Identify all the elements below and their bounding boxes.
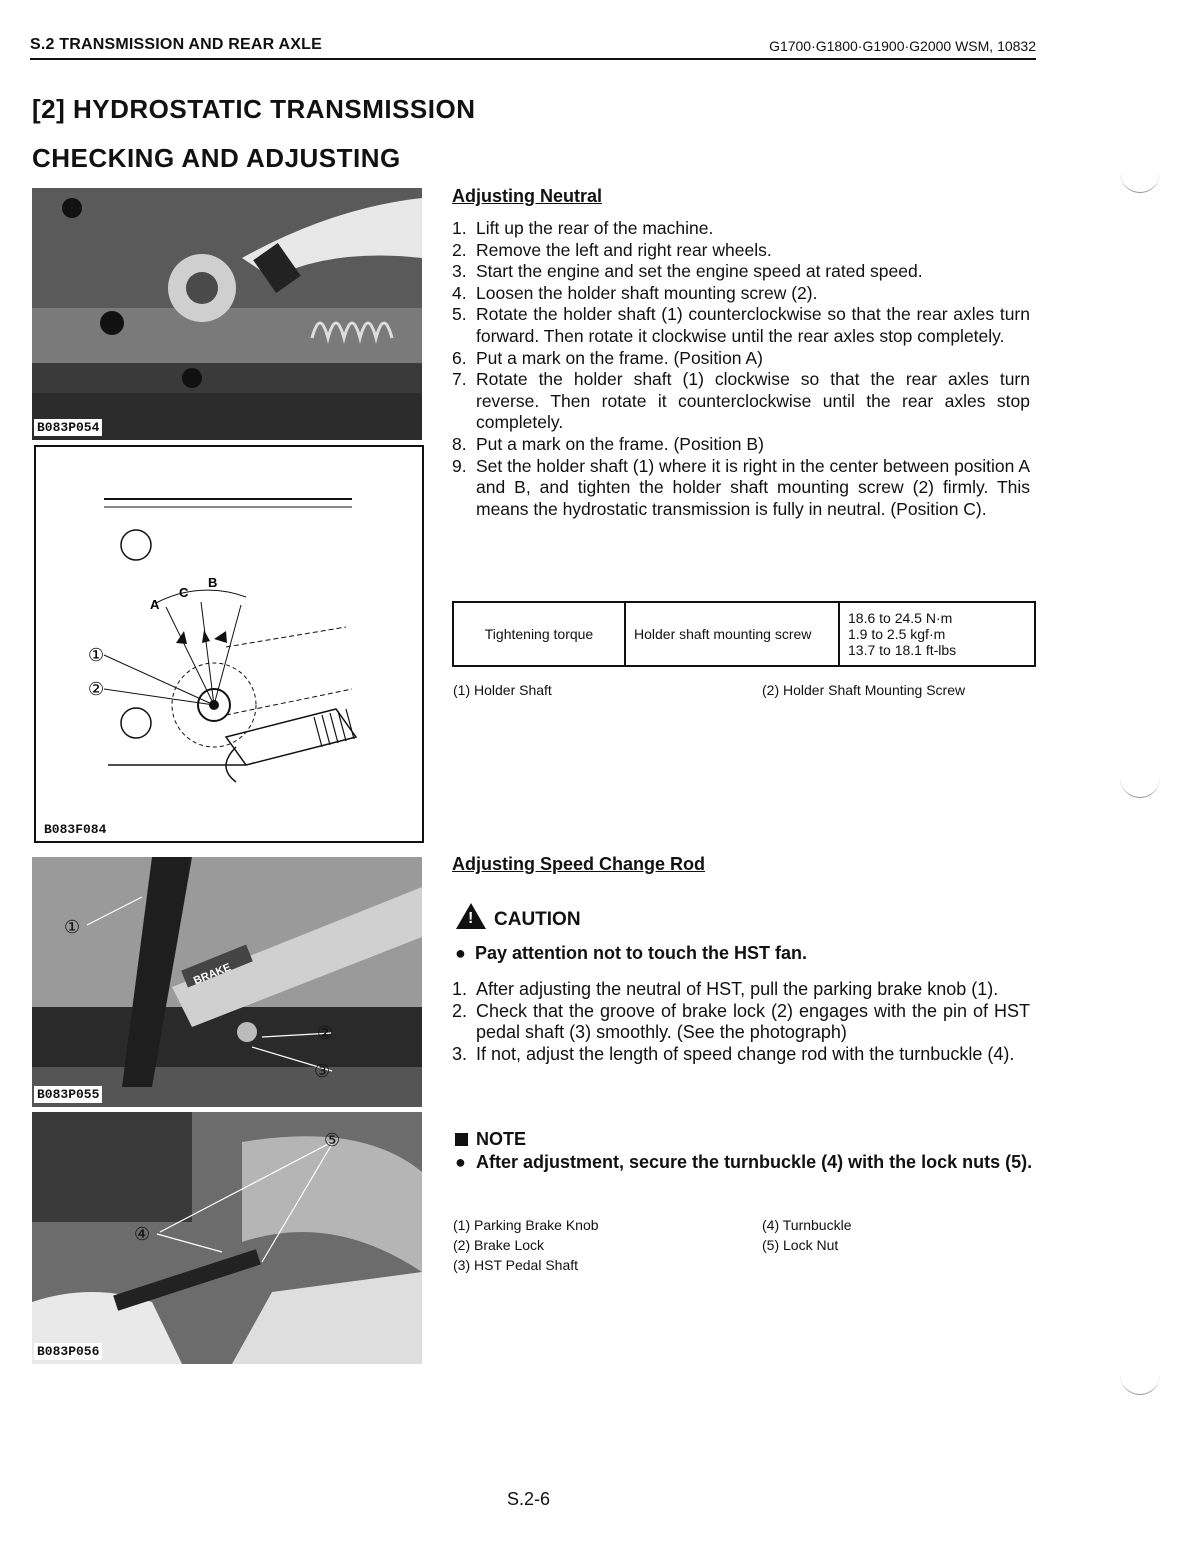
photo-brake-lock — [32, 857, 422, 1107]
legend-item: (1) Parking Brake Knob — [453, 1217, 599, 1233]
photo-brake-lock-image — [32, 857, 422, 1107]
legend-right — [762, 1215, 851, 1255]
note-label: NOTE — [476, 1129, 527, 1149]
brake-label: BRAKE — [191, 961, 233, 988]
diagram-holder-shaft-positions — [34, 445, 424, 843]
photo-holder-shaft — [32, 188, 422, 440]
callout-5: ⑤ — [324, 1130, 341, 1151]
callout-1: ① — [88, 645, 105, 666]
legend-item: (4) Turnbuckle — [762, 1217, 852, 1233]
legend-item: (2) Brake Lock — [453, 1237, 545, 1253]
callout-2: ② — [88, 679, 105, 700]
caution-heading — [456, 903, 581, 931]
figure-code: B083P056 — [34, 1343, 102, 1360]
torque-kgfm: 1.9 to 2.5 kgf·m — [848, 626, 946, 642]
position-b-label: B — [208, 575, 218, 590]
note-heading — [455, 1129, 526, 1150]
figure-code: B083P054 — [34, 419, 102, 436]
list-item: 5. Rotate the holder shaft (1) counterclockwise so that the rear axles turn forward. Then rotate it clockwise until the rear axles stop completely. — [452, 304, 1030, 346]
list-item: 1. Lift up the rear of the machine. — [452, 218, 714, 238]
photo-holder-shaft-image — [32, 188, 422, 440]
torque-nm: 18.6 to 24.5 N·m — [848, 610, 953, 626]
list-item: 8. Put a mark on the frame. (Position B) — [452, 433, 764, 454]
caution-text: ● Pay attention not to touch the HST fan. — [455, 943, 807, 963]
photo-turnbuckle-image — [32, 1112, 422, 1364]
torque-values-cell — [839, 602, 1035, 666]
page-title: [2] HYDROSTATIC TRANSMISSION — [32, 94, 476, 124]
caution-label: CAUTION — [494, 909, 581, 930]
page-number: S.2-6 — [507, 1489, 551, 1509]
list-item: 7. Rotate the holder shaft (1) clockwise so that the rear axles turn reverse. Then rotate it counterclockwise until the rear axles stop completely. — [452, 369, 1030, 433]
diagram-drawing — [36, 447, 422, 841]
neutral-steps — [452, 218, 1030, 520]
binder-hole — [1120, 775, 1160, 798]
figure-code: B083P055 — [34, 1086, 102, 1103]
note-text: ● After adjustment, secure the turnbuckle (4) with the lock nuts (5). — [455, 1152, 1033, 1172]
callout-4: ④ — [134, 1224, 151, 1245]
section-speed-change-rod: Adjusting Speed Change Rod — [452, 854, 706, 874]
list-item: 4. Loosen the holder shaft mounting screw (2). — [452, 282, 818, 303]
legend-item: (5) Lock Nut — [762, 1237, 839, 1253]
torque-ftlbs: 13.7 to 18.1 ft-lbs — [848, 642, 957, 658]
position-a-label: A — [150, 597, 160, 612]
warning-icon — [456, 903, 486, 929]
section-title: S.2 TRANSMISSION AND REAR AXLE — [30, 36, 322, 53]
list-item: 3. Start the engine and set the engine speed at rated speed. — [452, 261, 923, 282]
legend-item: (3) HST Pedal Shaft — [453, 1257, 579, 1273]
torque-label-cell: Tightening torque — [453, 602, 625, 666]
list-item: 2. Check that the groove of brake lock (2) engages with the pin of HST pedal shaft (3) smoothly. (See the photograph) — [452, 1000, 1030, 1043]
model-info: G1700·G1800·G1900·G2000 WSM, 10832 — [769, 38, 1036, 54]
list-item: 6. Put a mark on the frame. (Position A) — [452, 347, 763, 368]
section-adjusting-neutral: Adjusting Neutral — [452, 186, 603, 206]
callout-1: ① — [64, 917, 81, 938]
torque-table — [452, 601, 1036, 667]
legend-left — [453, 1215, 599, 1275]
speed-change-steps — [452, 979, 1030, 1065]
note-square-icon — [455, 1133, 468, 1146]
binder-hole — [1120, 170, 1160, 193]
torque-item-cell: Holder shaft mounting screw — [625, 602, 839, 666]
photo-turnbuckle — [32, 1112, 422, 1364]
list-item: 9. Set the holder shaft (1) where it is right in the center between position A and B, and tighten the holder shaft mounting screw (2) firmly. This means the hydrostatic transmission is fully in neutral. (Position C). — [452, 455, 1030, 519]
callout-3: ③ — [314, 1061, 331, 1082]
position-c-label: C — [179, 585, 189, 600]
figure-code: B083F084 — [44, 822, 107, 837]
callout-2: ② — [317, 1023, 334, 1044]
binder-hole — [1120, 1372, 1160, 1395]
legend-holder-shaft: (1) Holder Shaft — [453, 682, 552, 698]
list-item: 3. If not, adjust the length of speed change rod with the turnbuckle (4). — [452, 1043, 1015, 1064]
legend-holder-shaft-screw: (2) Holder Shaft Mounting Screw — [762, 682, 966, 698]
page-header — [30, 36, 1036, 60]
table-row — [453, 602, 1035, 666]
page-subtitle: CHECKING AND ADJUSTING — [32, 143, 401, 173]
list-item: 2. Remove the left and right rear wheels. — [452, 239, 772, 260]
list-item: 1. After adjusting the neutral of HST, pull the parking brake knob (1). — [452, 979, 999, 999]
